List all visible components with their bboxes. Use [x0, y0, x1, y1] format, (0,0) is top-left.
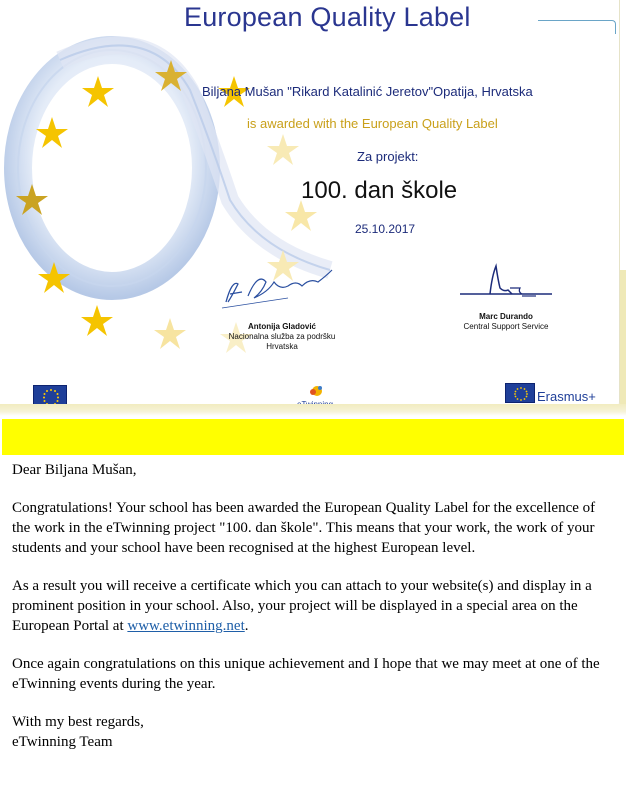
star-icon — [82, 76, 114, 107]
paragraph-2-end: . — [244, 618, 249, 634]
project-name: 100. dan škole — [301, 177, 458, 204]
signatory-left — [214, 258, 350, 352]
letter-paragraph-3: Once again congratulations on this unique achievement and I hope that we may meet at one of the eTwinning events during the year. — [12, 656, 600, 692]
letter-signature: eTwinning Team — [12, 734, 113, 750]
star-icon — [36, 117, 68, 148]
letter-closing: With my best regards, — [12, 714, 144, 730]
etwinning-portal-link[interactable]: www.etwinning.net — [127, 618, 245, 634]
erasmus-flag-icon — [505, 383, 535, 403]
yellow-banner — [2, 419, 624, 455]
letter-paragraph-1: Congratulations! Your school has been awarded the European Quality Label for the excellence of the work in the eTwinning project "100. dan škole". This means that your work, the work of your students and your school have been recognised at the highest European level. — [12, 500, 596, 556]
certificate-title: European Quality Label — [184, 2, 471, 32]
certificate-date: 25.10.2017 — [355, 222, 416, 236]
title-rule — [538, 20, 616, 34]
certificate-edge — [620, 270, 626, 412]
signatory-right-name: Marc Durando — [479, 312, 533, 321]
signatory-left-name: Antonija Gladović — [247, 322, 316, 331]
letter-paragraph-2 — [12, 576, 616, 636]
certificate-shadow — [0, 404, 626, 416]
project-label: Za projekt: — [357, 149, 419, 164]
recipient-line: Biljana Mušan "Rikard Katalinić Jeretov"Opatija, Hrvatska — [202, 84, 533, 99]
awarded-line: is awarded with the European Quality Label — [247, 116, 498, 131]
erasmus-logo-text: Erasmus+ — [537, 389, 596, 404]
star-icon — [154, 318, 186, 349]
star-icon — [81, 305, 113, 336]
paragraph-2-text: As a result you will receive a certificate which you can attach to your website(s) and display in a prominent position in your school. Also, your project will be displayed in a special area on the European Portal at — [12, 578, 592, 634]
signatory-left-role: Nacionalna služba za podršku — [228, 332, 336, 341]
letter-body — [12, 460, 616, 752]
signatory-right-role: Central Support Service — [463, 322, 549, 331]
signatory-right — [448, 262, 564, 332]
star-icon — [267, 134, 299, 165]
letter-greeting: Dear Biljana Mušan, — [12, 462, 137, 478]
signatory-left-country: Hrvatska — [266, 342, 298, 351]
